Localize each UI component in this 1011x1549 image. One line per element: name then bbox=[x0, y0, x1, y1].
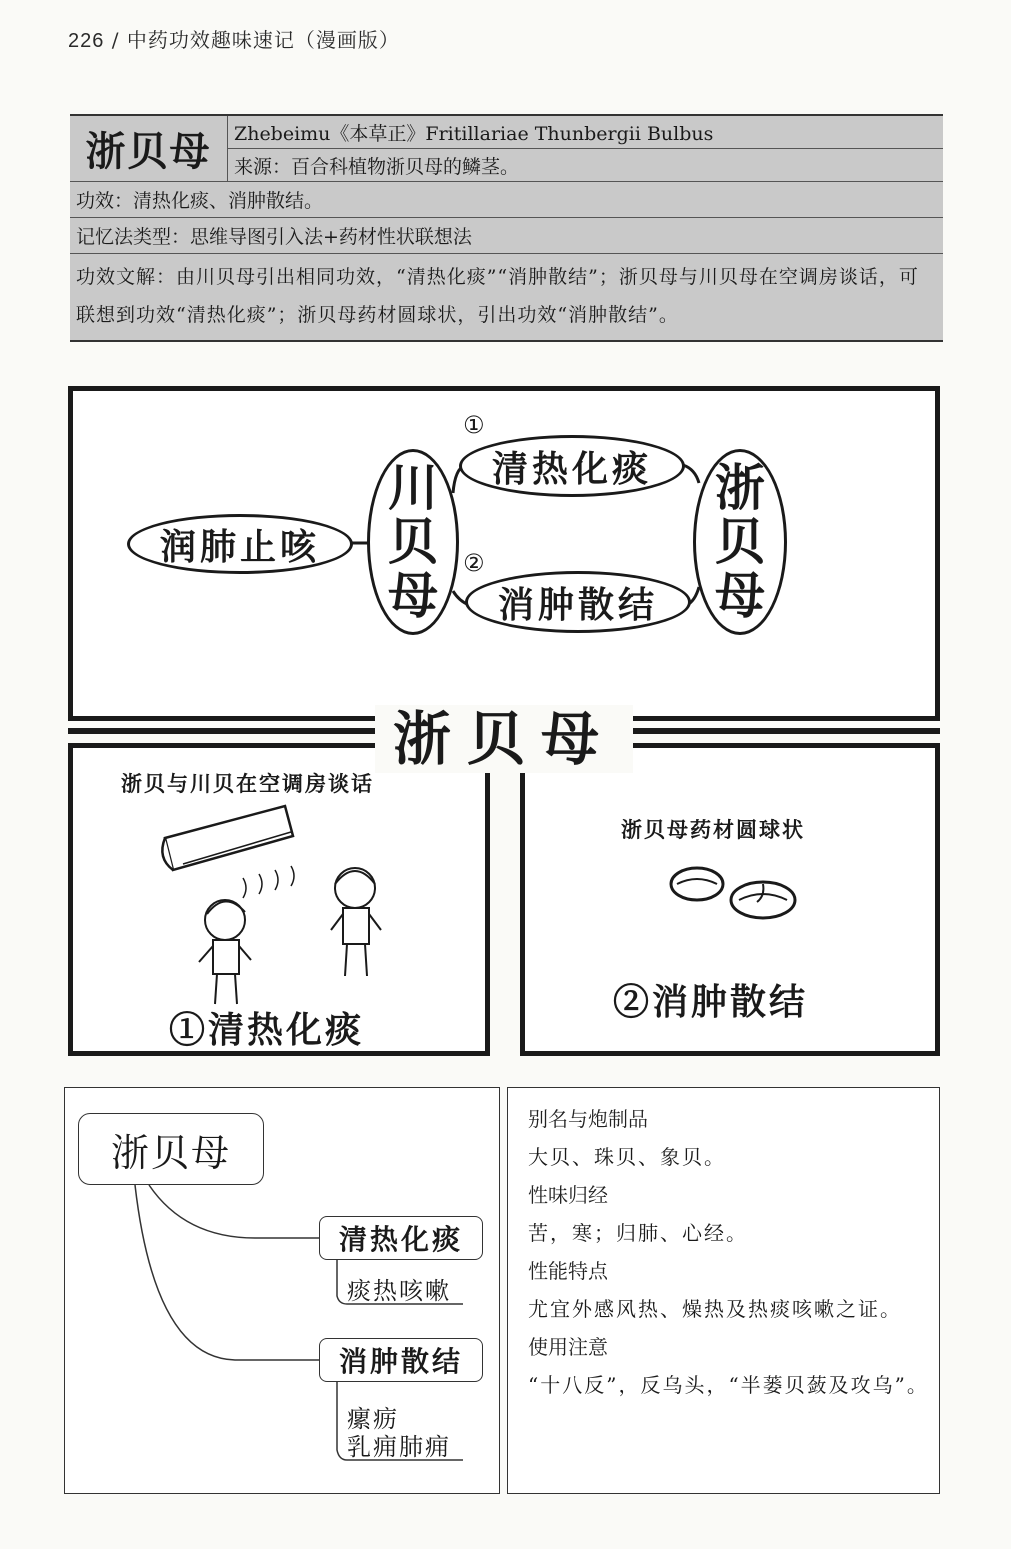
mind-map-panel bbox=[68, 386, 940, 721]
cartoon-panel-left bbox=[68, 743, 490, 1056]
right-panel-caption: 浙贝母药材圆球状 bbox=[621, 817, 805, 842]
summary-root: 浙贝母 bbox=[78, 1113, 264, 1185]
node-zhe-beimu bbox=[693, 449, 787, 635]
summary-leaf-ruyong-feiyong: 乳痈肺痈 bbox=[347, 1433, 451, 1461]
banner bbox=[68, 700, 940, 773]
property-text: 苦，寒；归肺、心经。 bbox=[528, 1221, 748, 1245]
property-text: “十八反”，反乌头，“半蒌贝蔹及攻乌”。 bbox=[528, 1373, 929, 1397]
page-number: 226 bbox=[68, 30, 105, 52]
cartoon-panel-right bbox=[520, 743, 940, 1056]
herb-efficacy: 功效：清热化痰、消肿散结。 bbox=[70, 182, 943, 218]
book-title: 中药功效趣味速记（漫画版） bbox=[126, 28, 400, 52]
summary-leaf-luoli: 瘰疬 bbox=[347, 1405, 399, 1433]
node-xiaozhong-sanjie: 消肿散结 bbox=[465, 571, 691, 633]
right-panel-label: ②消肿散结 bbox=[613, 981, 809, 1023]
running-header bbox=[68, 24, 400, 53]
info-top-row bbox=[70, 116, 943, 182]
left-panel-label: ①清热化痰 bbox=[169, 1009, 365, 1051]
efficacy-explanation: 功效文解：由川贝母引出相同功效，“清热化痰”“消肿散结”；浙贝母与川贝母在空调房谈话，可联想到功效“清热化痰”；浙贝母药材圆球状，引出功效“消肿散结”。 bbox=[76, 266, 919, 326]
property-heading: 性能特点 bbox=[528, 1259, 608, 1283]
property-heading: 别名与炮制品 bbox=[528, 1107, 648, 1131]
zhe-char-3: 母 bbox=[715, 566, 765, 625]
chuan-char-2: 贝 bbox=[388, 512, 438, 571]
chuan-char-3: 母 bbox=[388, 566, 438, 625]
banner-title bbox=[68, 692, 940, 776]
summary-branch-qingre-huatan: 清热化痰 bbox=[319, 1216, 483, 1260]
herb-info-table bbox=[70, 114, 943, 342]
property-text: 尤宜外感风热、燥热及热痰咳嗽之证。 bbox=[528, 1297, 902, 1321]
summary-branch-xiaozhong-sanjie: 消肿散结 bbox=[319, 1338, 483, 1382]
herb-pinyin-source: Zhebeimu《本草正》Fritillariae Thunbergii Bulbus bbox=[228, 116, 943, 149]
herb-properties bbox=[507, 1087, 940, 1494]
node-chuan-beimu bbox=[367, 449, 459, 635]
number-1: ① bbox=[463, 411, 485, 439]
summary-mind-map bbox=[64, 1087, 500, 1494]
left-panel-caption: 浙贝与川贝在空调房谈话 bbox=[121, 771, 374, 796]
header-separator: / bbox=[111, 28, 120, 52]
herb-name: 浙贝母 bbox=[70, 116, 228, 181]
herb-meta bbox=[228, 116, 943, 181]
summary-leaf-tanre-kesou: 痰热咳嗽 bbox=[347, 1277, 451, 1305]
banner-title-text: 浙贝母 bbox=[375, 705, 633, 773]
herb-origin: 来源：百合科植物浙贝母的鳞茎。 bbox=[234, 155, 520, 178]
zhe-char-1: 浙 bbox=[715, 458, 765, 517]
node-runfei-zhike: 润肺止咳 bbox=[127, 514, 353, 574]
number-2: ② bbox=[463, 549, 485, 577]
memory-method-type: 记忆法类型：思维导图引入法+药材性状联想法 bbox=[70, 218, 943, 254]
property-heading: 使用注意 bbox=[528, 1335, 608, 1359]
chuan-char-1: 川 bbox=[388, 458, 438, 517]
property-heading: 性味归经 bbox=[528, 1183, 608, 1207]
node-qingre-huatan: 清热化痰 bbox=[459, 435, 685, 497]
property-text: 大贝、珠贝、象贝。 bbox=[528, 1145, 726, 1169]
zhe-char-2: 贝 bbox=[715, 512, 765, 571]
